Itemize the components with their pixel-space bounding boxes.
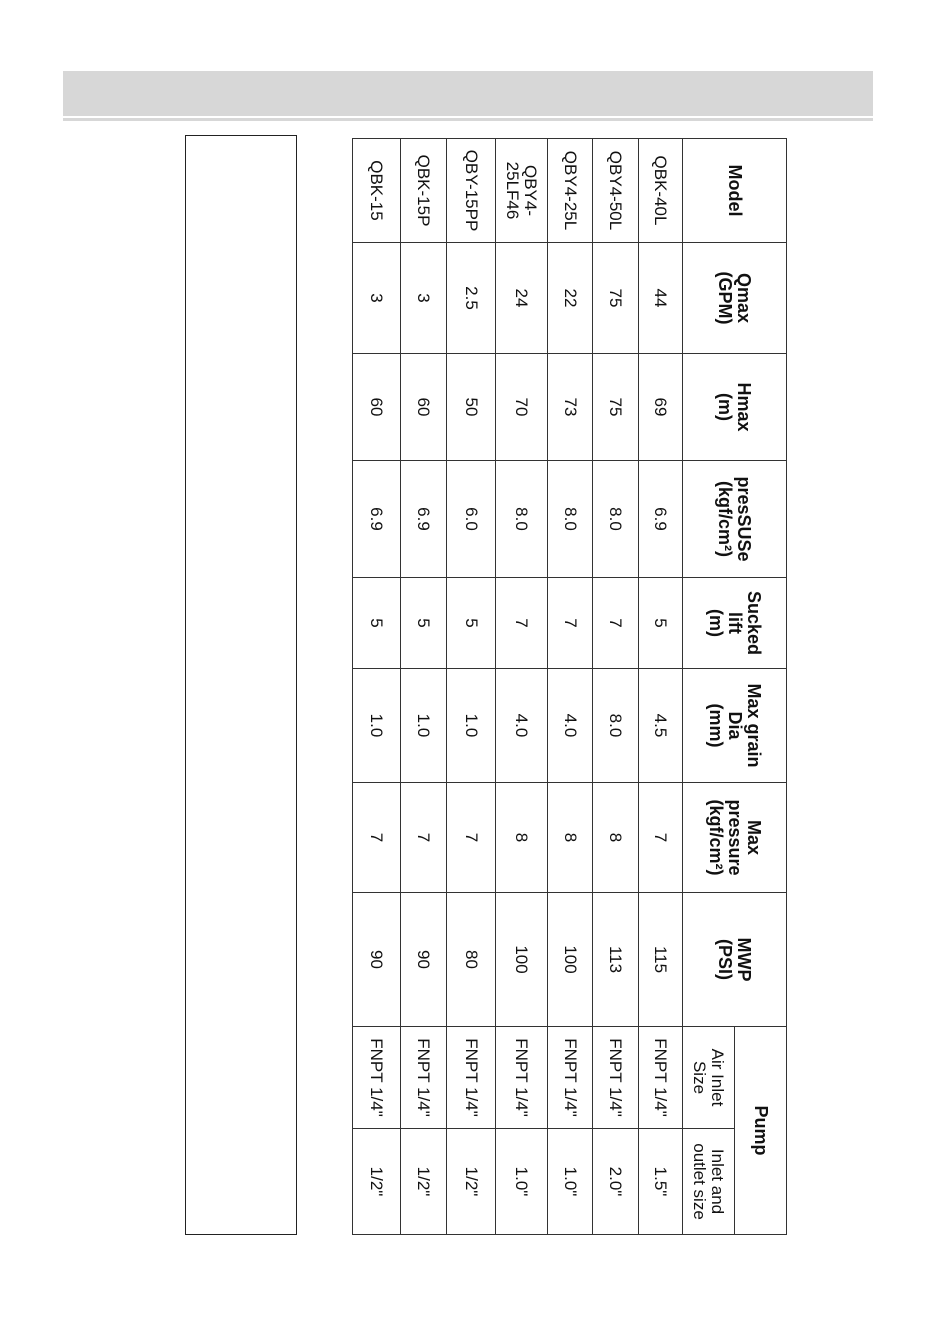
header-sucked-lift: Sucked lift (m) bbox=[683, 578, 787, 669]
cell-pressure: 6.9 bbox=[401, 461, 447, 578]
cell-mwp: 80 bbox=[447, 893, 496, 1027]
cell-air-inlet: FNPT 1/4" bbox=[639, 1027, 683, 1129]
table-row bbox=[639, 139, 683, 1235]
cell-air-inlet: FNPT 1/4" bbox=[593, 1027, 639, 1129]
cell-qmax: 44 bbox=[639, 243, 683, 354]
header-max-grain: Max grain Dia (mm) bbox=[683, 669, 787, 783]
cell-pressure: 6.0 bbox=[447, 461, 496, 578]
cell-pressure: 8.0 bbox=[593, 461, 639, 578]
cell-hmax: 75 bbox=[593, 354, 639, 461]
spec-table-container bbox=[353, 138, 787, 1234]
cell-qmax: 75 bbox=[593, 243, 639, 354]
cell-qmax: 24 bbox=[496, 243, 548, 354]
cell-hmax: 70 bbox=[496, 354, 548, 461]
cell-hmax: 50 bbox=[447, 354, 496, 461]
header-inlet-outlet: Inlet and outlet size bbox=[683, 1129, 735, 1235]
cell-air-inlet: FNPT 1/4" bbox=[548, 1027, 593, 1129]
cell-grain: 1.0 bbox=[353, 669, 401, 783]
cell-model: QBY4- 25LF46 bbox=[496, 139, 548, 243]
cell-model: QBK-40L bbox=[639, 139, 683, 243]
cell-lift: 7 bbox=[496, 578, 548, 669]
cell-max-pressure: 7 bbox=[353, 783, 401, 893]
cell-lift: 5 bbox=[353, 578, 401, 669]
header-pressure: presSUSe (kgf/cm²) bbox=[683, 461, 787, 578]
cell-qmax: 3 bbox=[401, 243, 447, 354]
header-divider bbox=[63, 118, 873, 121]
cell-pressure: 8.0 bbox=[496, 461, 548, 578]
cell-qmax: 3 bbox=[353, 243, 401, 354]
cell-grain: 8.0 bbox=[593, 669, 639, 783]
cell-pressure: 6.9 bbox=[639, 461, 683, 578]
table-row bbox=[353, 139, 401, 1235]
cell-model: QBY4-50L bbox=[593, 139, 639, 243]
cell-mwp: 113 bbox=[593, 893, 639, 1027]
cell-lift: 7 bbox=[593, 578, 639, 669]
table-row bbox=[548, 139, 593, 1235]
header-hmax: Hmax (m) bbox=[683, 354, 787, 461]
cell-hmax: 69 bbox=[639, 354, 683, 461]
cell-mwp: 90 bbox=[353, 893, 401, 1027]
cell-inlet-outlet: 1/2" bbox=[401, 1129, 447, 1235]
pump-spec-table bbox=[352, 138, 787, 1235]
cell-mwp: 90 bbox=[401, 893, 447, 1027]
cell-inlet-outlet: 2.0" bbox=[593, 1129, 639, 1235]
cell-inlet-outlet: 1/2" bbox=[353, 1129, 401, 1235]
cell-model: QBY4-25L bbox=[548, 139, 593, 243]
cell-qmax: 2.5 bbox=[447, 243, 496, 354]
cell-max-pressure: 8 bbox=[548, 783, 593, 893]
cell-lift: 5 bbox=[401, 578, 447, 669]
cell-model: QBY-15PP bbox=[447, 139, 496, 243]
header-max-pressure: Max pressure (kgf/cm²) bbox=[683, 783, 787, 893]
cell-air-inlet: FNPT 1/4" bbox=[447, 1027, 496, 1129]
cell-qmax: 22 bbox=[548, 243, 593, 354]
header-mwp: MWP (PSI) bbox=[683, 893, 787, 1027]
cell-max-pressure: 8 bbox=[593, 783, 639, 893]
page-header-bar bbox=[63, 71, 873, 116]
cell-pressure: 6.9 bbox=[353, 461, 401, 578]
cell-mwp: 115 bbox=[639, 893, 683, 1027]
header-model: Model bbox=[683, 139, 787, 243]
header-pump-group: Pump bbox=[735, 1027, 787, 1235]
cell-grain: 4.0 bbox=[548, 669, 593, 783]
cell-grain: 4.5 bbox=[639, 669, 683, 783]
cell-inlet-outlet: 1.0" bbox=[496, 1129, 548, 1235]
cell-grain: 1.0 bbox=[401, 669, 447, 783]
cell-hmax: 60 bbox=[353, 354, 401, 461]
cell-air-inlet: FNPT 1/4" bbox=[496, 1027, 548, 1129]
side-panel-box bbox=[185, 135, 297, 1235]
cell-max-pressure: 7 bbox=[401, 783, 447, 893]
cell-grain: 4.0 bbox=[496, 669, 548, 783]
table-row bbox=[496, 139, 548, 1235]
cell-max-pressure: 7 bbox=[639, 783, 683, 893]
cell-inlet-outlet: 1.0" bbox=[548, 1129, 593, 1235]
cell-pressure: 8.0 bbox=[548, 461, 593, 578]
cell-max-pressure: 7 bbox=[447, 783, 496, 893]
cell-model: QBK-15P bbox=[401, 139, 447, 243]
cell-grain: 1.0 bbox=[447, 669, 496, 783]
cell-mwp: 100 bbox=[548, 893, 593, 1027]
table-row bbox=[593, 139, 639, 1235]
cell-hmax: 73 bbox=[548, 354, 593, 461]
header-qmax: Qmax (GPM) bbox=[683, 243, 787, 354]
cell-lift: 5 bbox=[639, 578, 683, 669]
table-row bbox=[401, 139, 447, 1235]
cell-hmax: 60 bbox=[401, 354, 447, 461]
cell-max-pressure: 8 bbox=[496, 783, 548, 893]
cell-inlet-outlet: 1.5" bbox=[639, 1129, 683, 1235]
cell-mwp: 100 bbox=[496, 893, 548, 1027]
cell-air-inlet: FNPT 1/4" bbox=[353, 1027, 401, 1129]
cell-lift: 7 bbox=[548, 578, 593, 669]
cell-model: QBK-15 bbox=[353, 139, 401, 243]
table-row bbox=[447, 139, 496, 1235]
cell-inlet-outlet: 1/2" bbox=[447, 1129, 496, 1235]
header-air-inlet: Air Inlet Size bbox=[683, 1027, 735, 1129]
cell-lift: 5 bbox=[447, 578, 496, 669]
cell-air-inlet: FNPT 1/4" bbox=[401, 1027, 447, 1129]
